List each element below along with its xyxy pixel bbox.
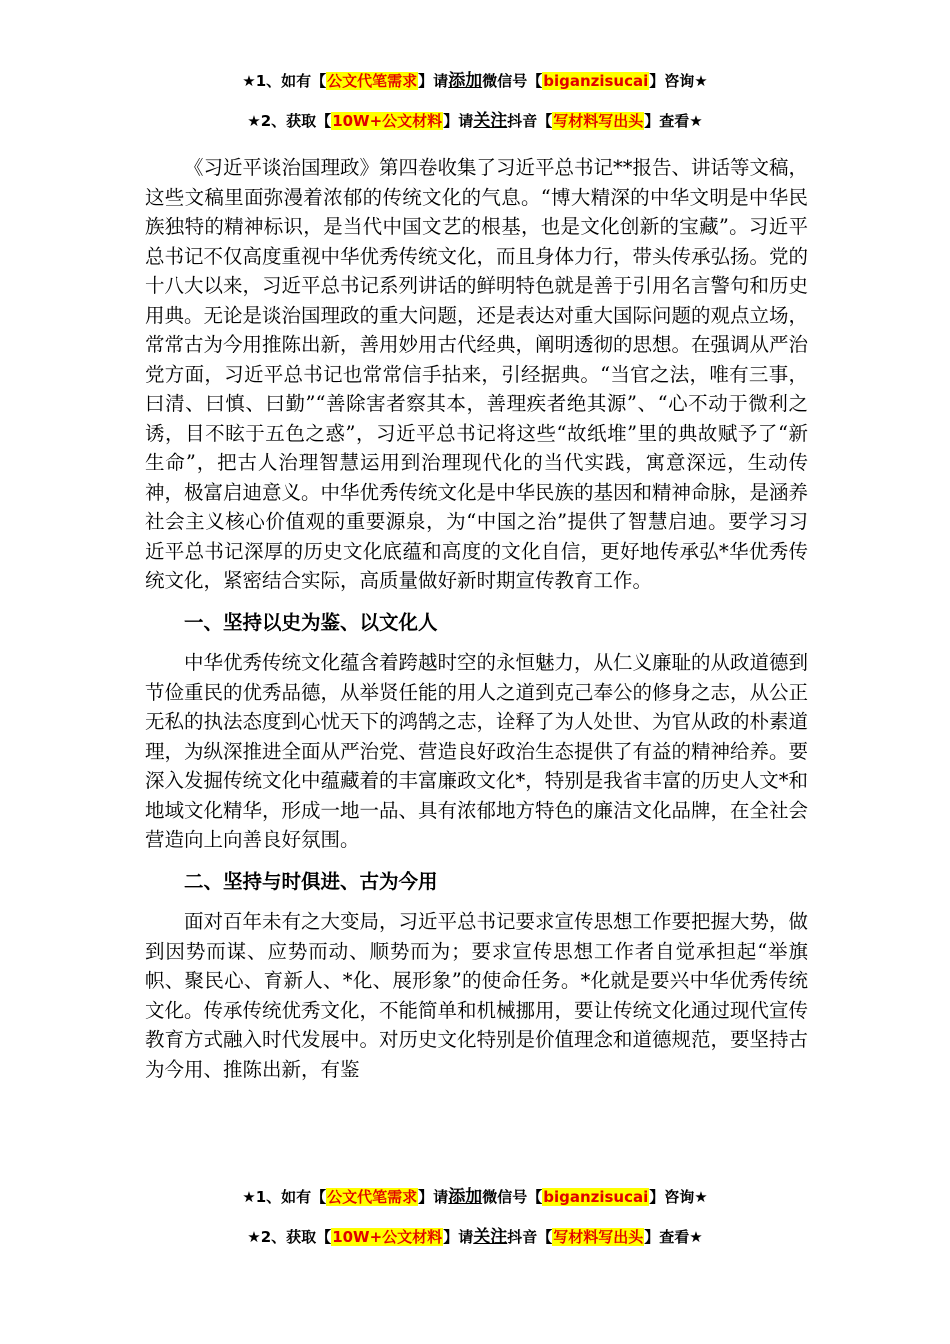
- highlight-ghostwriting: 公文代笔需求: [327, 72, 418, 90]
- article-body: [145, 153, 808, 1084]
- top-banner-line-1: ★1、如有【公文代笔需求】请添加微信号【biganzisucai】咨询★: [242, 71, 708, 91]
- section-2-paragraph: 面对百年未有之大变局，习近平总书记要求宣传思想工作要把握大势，做到因势而谋、应势而动、顺势而为；要求宣传思想工作者自觉承担起“举旗帜、聚民心、育新人、*化、展形象”的使命任务。*化就是要兴中华优秀传统文化。传承传统优秀文化，不能简单和机械挪用，要让传统文化通过现代宣传教育方式融入时代发展中。对历史文化特别是价值理念和道德规范，要坚持古为今用、推陈出新，有鉴: [145, 910, 809, 1081]
- emphasis-follow: 关注: [473, 1227, 508, 1247]
- top-banner-line-2: ★2、获取【10W+公文材料】请关注抖音【写材料写出头】查看★: [247, 111, 703, 131]
- bottom-banner-line-2: ★2、获取【10W+公文材料】请关注抖音【写材料写出头】查看★: [247, 1227, 703, 1247]
- emphasis-add: 添加: [448, 71, 483, 91]
- emphasis-follow: 关注: [473, 111, 508, 131]
- bottom-banner-line-1: ★1、如有【公文代笔需求】请添加微信号【biganzisucai】咨询★: [242, 1187, 708, 1207]
- emphasis-add: 添加: [448, 1187, 483, 1207]
- highlight-douyin: 写材料写出头: [553, 1228, 644, 1246]
- section-heading-2: 二、坚持与时俱进、古为今用: [184, 869, 438, 893]
- highlight-ghostwriting: 公文代笔需求: [327, 1188, 418, 1206]
- highlight-materials: 10W+公文材料: [332, 112, 443, 130]
- intro-paragraph: 《习近平谈治国理政》第四卷收集了习近平总书记**报告、讲话等文稿，这些文稿里面弥漫着浓郁的传统文化的气息。“博大精深的中华文明是中华民族独特的精神标识，是当代中国文艺的根基，也是文化创新的宝藏”。习近平总书记不仅高度重视中华优秀传统文化，而且身体力行，带头传承弘扬。党的十八大以来，习近平总书记系列讲话的鲜明特色就是善于引用名言警句和历史用典。无论是谈治国理政的重大问题，还是表达对重大国际问题的观点立场，常常古为今用推陈出新，善用妙用古代经典，阐明透彻的思想。在强调从严治党方面，习近平总书记也常常信手拈来，引经据典。“当官之法，唯有三事，曰清、曰慎、曰勤”“善除害者察其本，善理疾者绝其源”、“心不动于微利之诱，目不眩于五色之惑”，习近平总书记将这些“故纸堆”里的典故赋予了“新生命”，把古人治理智慧运用到治理现代化的当代实践，寓意深远，生动传神，极富启迪意义。中华优秀传统文化是中华民族的基因和精神命脉，是涵养社会主义核心价值观的重要源泉，为“中国之治”提供了智慧启迪。要学习习近平总书记深厚的历史文化底蕴和高度的文化自信，更好地传承弘*华优秀传统文化，紧密结合实际，高质量做好新时期宣传教育工作。: [145, 156, 809, 592]
- section-heading-1: 一、坚持以史为鉴、以文化人: [184, 610, 438, 634]
- highlight-douyin: 写材料写出头: [553, 112, 644, 130]
- section-1-paragraph: 中华优秀传统文化蕴含着跨越时空的永恒魅力，从仁义廉耻的从政道德到节俭重民的优秀品德，从举贤任能的用人之道到克己奉公的修身之志，从公正无私的执法态度到心忧天下的鸿鹄之志，诠释了为人处世、为官从政的朴素道理，为纵深推进全面从严治党、营造良好政治生态提供了有益的精神给养。要深入发掘传统文化中蕴藏着的丰富廉政文化*，特别是我省丰富的历史人文*和地域文化精华，形成一地一品、具有浓郁地方特色的廉洁文化品牌，在全社会营造向上向善良好氛围。: [145, 651, 809, 851]
- highlight-wechat-id: biganzisucai: [543, 72, 649, 90]
- highlight-wechat-id: biganzisucai: [543, 1188, 649, 1206]
- highlight-materials: 10W+公文材料: [332, 1228, 443, 1246]
